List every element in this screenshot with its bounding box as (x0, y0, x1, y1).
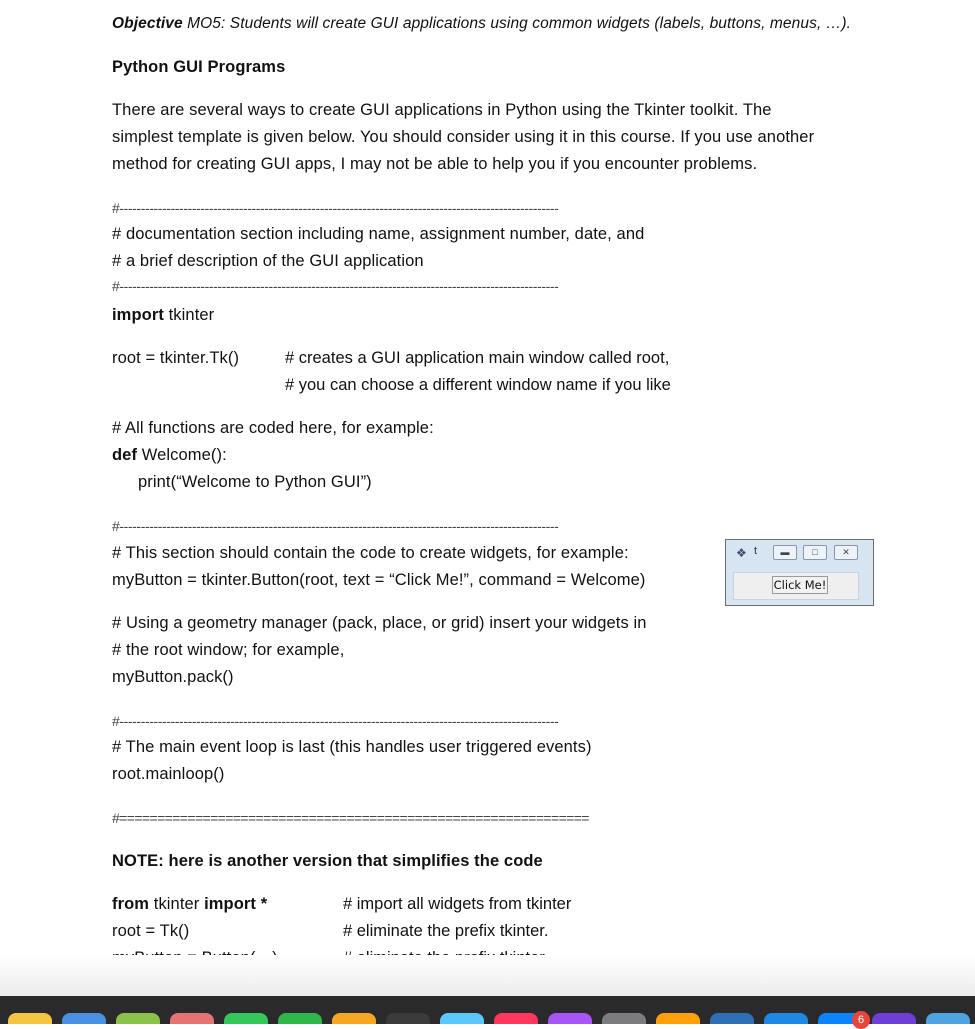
facetime-app-icon[interactable] (278, 1013, 322, 1024)
import-module: tkinter (163, 306, 215, 324)
import-star: * (256, 895, 268, 913)
objective-text: MO5: Students will create GUI applications using common widgets (labels, buttons, menus, …). (182, 15, 852, 32)
maps-app-icon[interactable] (116, 1013, 160, 1024)
alt-comment-1: # import all widgets from tkinter (343, 895, 572, 913)
from-keyword: from (112, 895, 150, 913)
root-code: root = tkinter.Tk() (112, 349, 240, 367)
click-me-button[interactable]: Click Me! (773, 578, 827, 592)
def-line (112, 445, 227, 465)
objective-line (112, 14, 851, 34)
loop-comment: # The main event loop is last (this handles user triggered events) (112, 738, 592, 756)
section-title: Python GUI Programs (112, 58, 286, 76)
functions-comment: # All functions are coded here, for example: (112, 419, 434, 437)
word-app-icon[interactable] (710, 1013, 754, 1024)
alt-import-line (112, 894, 267, 914)
podcasts-app-icon[interactable] (548, 1013, 592, 1024)
tk-example-window (725, 539, 874, 606)
bottom-fade (0, 955, 975, 996)
import-keyword: import (112, 306, 164, 324)
dash-rule-1: #------------------------------------------------------------------------------------------------------- (112, 200, 559, 216)
dash-rule-4: #------------------------------------------------------------------------------------------------------- (112, 713, 559, 729)
tk-window-title: t (754, 545, 758, 557)
maximize-icon[interactable]: □ (803, 545, 827, 560)
numbers-app-icon[interactable] (386, 1013, 430, 1024)
widgets-comment: # This section should contain the code to create widgets, for example: (112, 544, 629, 562)
def-keyword: def (112, 446, 138, 464)
def-signature: Welcome(): (137, 446, 227, 464)
intro-line-2: simplest template is given below. You should consider using it in this course. If you use another (112, 128, 815, 146)
dock-bar (0, 996, 975, 1024)
messages-app-icon[interactable] (224, 1013, 268, 1024)
root-comment-2: # you can choose a different window name if you like (285, 376, 671, 394)
alt-root-code: root = Tk() (112, 922, 190, 940)
music-app-icon[interactable] (494, 1013, 538, 1024)
intro-line-3: method for creating GUI apps, I may not be able to help you if you encounter problems. (112, 155, 758, 173)
dash-rule-2: #------------------------------------------------------------------------------------------------------- (112, 278, 559, 294)
from-module: tkinter (149, 895, 205, 913)
minimize-icon[interactable]: ▬ (773, 545, 797, 560)
geometry-comment-1: # Using a geometry manager (pack, place, or grid) insert your widgets in (112, 614, 647, 632)
doc-comment-1: # documentation section including name, assignment number, date, and (112, 225, 645, 243)
mainloop-code: root.mainloop() (112, 765, 225, 783)
equals-rule: #============================================================== (112, 810, 589, 826)
intro-line-1: There are several ways to create GUI applications in Python using the Tkinter toolkit. The (112, 101, 772, 119)
button-code: myButton = tkinter.Button(root, text = “Click Me!”, command = Welcome) (112, 571, 646, 589)
root-comment-1: # creates a GUI application main window called root, (285, 349, 670, 367)
feather-icon: ❖ (736, 546, 747, 560)
calendar-app-icon[interactable] (440, 1013, 484, 1024)
alt-comment-2: # eliminate the prefix tkinter. (343, 922, 549, 940)
dash-rule-3: #------------------------------------------------------------------------------------------------------- (112, 518, 559, 534)
pages-app-icon[interactable] (332, 1013, 376, 1024)
vs-app-icon[interactable] (872, 1013, 916, 1024)
finder-app-icon[interactable] (62, 1013, 106, 1024)
books-app-icon[interactable] (656, 1013, 700, 1024)
import-line (112, 305, 214, 325)
doc-comment-2: # a brief description of the GUI application (112, 252, 424, 270)
print-line: print(“Welcome to Python GUI”) (138, 473, 372, 491)
tk-client-area (733, 572, 859, 600)
preview-app-icon[interactable] (926, 1013, 970, 1024)
objective-label: Objective (112, 15, 183, 32)
close-icon[interactable]: ✕ (834, 545, 858, 560)
geometry-comment-2: # the root window; for example, (112, 641, 345, 659)
pack-code: myButton.pack() (112, 668, 234, 686)
settings-app-icon[interactable] (602, 1013, 646, 1024)
notes-app-icon[interactable] (8, 1013, 52, 1024)
photos-app-icon[interactable] (170, 1013, 214, 1024)
mail-app-icon[interactable] (764, 1013, 808, 1024)
alt-import-keyword: import (204, 895, 257, 913)
tk-titlebar (726, 540, 873, 564)
notification-badge: 6 (852, 1011, 870, 1029)
note-line: NOTE: here is another version that simplifies the code (112, 852, 543, 870)
